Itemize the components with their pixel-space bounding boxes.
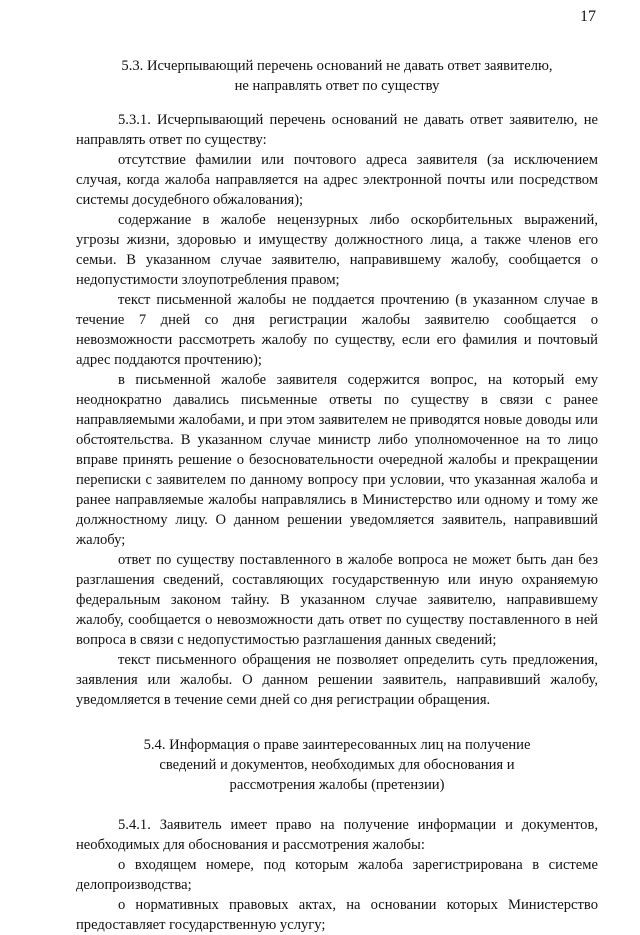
- paragraph-no-surname-or-address: отсутствие фамилии или почтового адреса заявителя (за исключением случая, когда жалоба направляется на адрес электронной почты или посредством системы досудебного обжалования);: [76, 152, 598, 208]
- paragraph-repeated-question: в письменной жалобе заявителя содержится вопрос, на который ему неоднократно давались письменные ответы по существу в связи с ранее направляемыми жалобами, и при этом заявителем не приводятся новые доводы или обстоятельства. В указанном случае министр либо уполномоченное на то лицо вправе принять решение о безосновательности очередной жалобы и прекращении переписки с заявителем по данному вопросу при условии, что указанная жалоба и ранее направляемые жалобы направлялись в Министерство или одному и тому же должностному лицу. О данном решении уведомляется заявитель, направивший жалобу;: [76, 372, 598, 548]
- paragraph-5-4-1: 5.4.1. Заявитель имеет право на получение информации и документов, необходимых для обоснования и рассмотрения жалобы:: [76, 817, 598, 853]
- heading-line: сведений и документов, необходимых для обоснования и: [159, 757, 515, 773]
- page-number: 17: [580, 8, 596, 25]
- document-body: [76, 56, 598, 935]
- paragraph-secret-information: ответ по существу поставленного в жалобе вопроса не может быть дан без разглашения сведений, составляющих государственную или иную охраняемую федеральным законом тайну. В указанном случае заявителю, направившему жалобу, сообщается о невозможности дать ответ по существу поставленного в ней вопроса в связи с недопустимостью разглашения данных сведений;: [76, 552, 598, 648]
- heading-line: 5.4. Информация о праве заинтересованных лиц на получение: [143, 737, 531, 753]
- heading-line: не направлять ответ по существу: [234, 78, 440, 94]
- paragraph-obscene-content: содержание в жалобе нецензурных либо оскорбительных выражений, угрозы жизни, здоровью и имуществу должностного лица, а также членов его семьи. В указанном случае заявителю, направившему жалобу, сообщается о недопустимости злоупотребления правом;: [76, 212, 598, 288]
- paragraph-unclear-essence: текст письменного обращения не позволяет определить суть предложения, заявления или жалобы. О данном решении заявитель, направивший жалобу, уведомляется в течение семи дней со дня регистрации обращения.: [76, 652, 598, 708]
- section-5-3-heading: [76, 56, 598, 96]
- paragraph-incoming-number: о входящем номере, под которым жалоба зарегистрирована в системе делопроизводства;: [76, 857, 598, 893]
- heading-line: рассмотрения жалобы (претензии): [229, 777, 445, 793]
- paragraph-unreadable-text: текст письменной жалобы не поддается прочтению (в указанном случае в течение 7 дней со дня регистрации жалобы заявителю сообщается о невозможности рассмотреть жалобу по существу, если его фамилия и почтовый адрес поддаются прочтению);: [76, 292, 598, 368]
- section-5-4-heading: [76, 735, 598, 795]
- heading-line: 5.3. Исчерпывающий перечень оснований не давать ответ заявителю,: [121, 58, 553, 74]
- paragraph-normative-acts: о нормативных правовых актах, на основании которых Министерство предоставляет государственную услугу;: [76, 897, 598, 933]
- paragraph-5-3-1: 5.3.1. Исчерпывающий перечень оснований не давать ответ заявителю, не направлять ответ по существу:: [76, 112, 598, 148]
